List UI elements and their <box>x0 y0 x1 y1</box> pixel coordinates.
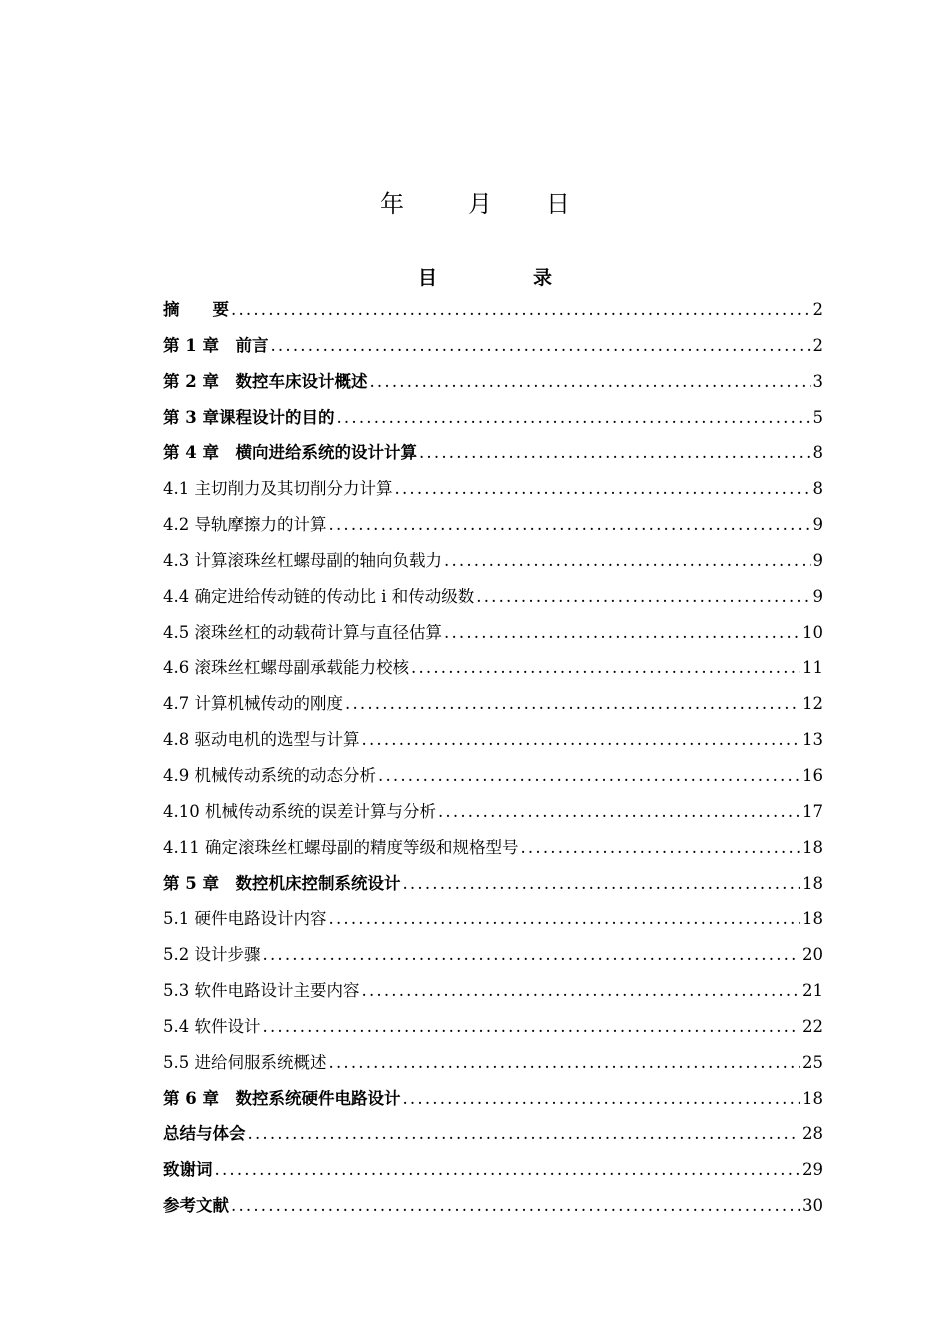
toc-entry-page: 21 <box>802 981 823 1001</box>
toc-entry-text: 5.3 软件电路设计主要内容 <box>163 981 360 1001</box>
toc-entry[interactable] <box>163 830 823 866</box>
toc-entry[interactable] <box>163 794 823 830</box>
table-of-contents <box>163 292 823 1224</box>
toc-entry-page: 3 <box>812 371 823 391</box>
toc-entry[interactable] <box>163 901 823 937</box>
toc-entry-page: 2 <box>812 300 823 319</box>
toc-leader-dots <box>520 830 800 866</box>
toc-entry-text: 参考文献 <box>163 1196 229 1216</box>
toc-entry-page: 29 <box>802 1160 823 1180</box>
toc-leader-dots <box>231 1188 800 1224</box>
toc-leader-dots <box>336 400 810 436</box>
toc-entry[interactable] <box>163 973 823 1009</box>
toc-entry[interactable] <box>163 615 823 651</box>
toc-entry[interactable] <box>163 650 823 686</box>
toc-entry-text: 第 3 章课程设计的目的 <box>163 407 335 427</box>
toc-entry[interactable] <box>163 471 823 507</box>
toc-leader-dots <box>362 722 801 758</box>
toc-entry-page: 30 <box>802 1196 823 1216</box>
toc-entry[interactable] <box>163 1116 823 1152</box>
toc-entry-page: 13 <box>802 730 823 750</box>
toc-leader-dots <box>444 615 800 651</box>
toc-leader-dots <box>419 435 811 471</box>
toc-entry-page: 5 <box>812 407 823 427</box>
toc-entry-page: 28 <box>802 1124 823 1144</box>
toc-entry-text: 4.10 机械传动系统的误差计算与分析 <box>163 801 436 821</box>
toc-entry[interactable] <box>163 937 823 973</box>
toc-entry[interactable] <box>163 292 823 328</box>
date-line <box>0 184 950 218</box>
toc-entry[interactable] <box>163 1081 823 1117</box>
toc-entry-page: 11 <box>802 658 823 678</box>
toc-leader-dots <box>395 471 811 507</box>
date-day: 日 <box>546 190 570 218</box>
toc-entry[interactable] <box>163 400 823 436</box>
toc-leader-dots <box>263 937 801 973</box>
toc-entry-text: 4.6 滚珠丝杠螺母副承载能力校核 <box>163 658 409 678</box>
toc-entry-page: 8 <box>812 479 823 499</box>
toc-entry-page: 16 <box>802 765 823 785</box>
toc-entry-text: 4.1 主切削力及其切削分力计算 <box>163 479 393 499</box>
toc-entry-page: 8 <box>812 443 823 463</box>
toc-leader-dots <box>378 758 800 794</box>
toc-entry[interactable] <box>163 364 823 400</box>
toc-entry-page: 9 <box>812 586 823 606</box>
toc-leader-dots <box>402 1081 800 1117</box>
toc-leader-dots <box>231 292 811 328</box>
toc-entry-page: 9 <box>812 515 823 535</box>
toc-entry-page: 10 <box>802 622 823 642</box>
toc-entry-page: 18 <box>802 873 823 893</box>
toc-entry[interactable] <box>163 579 823 615</box>
toc-entry[interactable] <box>163 866 823 902</box>
toc-title-left: 目 <box>418 267 438 289</box>
toc-entry-text: 总结与体会 <box>163 1124 246 1144</box>
toc-leader-dots <box>329 507 811 543</box>
toc-title-right: 录 <box>533 267 553 289</box>
toc-entry[interactable] <box>163 1045 823 1081</box>
toc-entry-page: 18 <box>802 909 823 929</box>
toc-entry-text: 5.4 软件设计 <box>163 1016 261 1036</box>
toc-leader-dots <box>476 579 810 615</box>
toc-entry-text: 第 5 章 数控机床控制系统设计 <box>163 873 401 893</box>
toc-leader-dots <box>215 1152 801 1188</box>
toc-entry-text: 4.11 确定滚珠丝杠螺母副的精度等级和规格型号 <box>163 837 519 857</box>
toc-leader-dots <box>402 866 800 902</box>
toc-entry-text: 第 4 章 横向进给系统的设计计算 <box>163 443 417 463</box>
toc-leader-dots <box>329 901 801 937</box>
toc-entry-text: 4.9 机械传动系统的动态分析 <box>163 765 376 785</box>
toc-entry-text: 5.1 硬件电路设计内容 <box>163 909 327 929</box>
toc-entry[interactable] <box>163 1152 823 1188</box>
toc-entry-text: 4.5 滚珠丝杠的动载荷计算与直径估算 <box>163 622 442 642</box>
toc-entry-text: 4.8 驱动电机的选型与计算 <box>163 730 360 750</box>
toc-entry-text: 摘 要 <box>163 300 229 319</box>
toc-leader-dots <box>345 686 800 722</box>
toc-entry[interactable] <box>163 435 823 471</box>
toc-leader-dots <box>411 650 800 686</box>
date-month: 月 <box>468 190 492 218</box>
toc-leader-dots <box>369 364 810 400</box>
toc-entry[interactable] <box>163 507 823 543</box>
toc-entry-page: 18 <box>802 837 823 857</box>
toc-leader-dots <box>362 973 801 1009</box>
toc-entry[interactable] <box>163 1188 823 1224</box>
toc-leader-dots <box>270 328 810 364</box>
toc-entry-page: 17 <box>802 801 823 821</box>
toc-entry-page: 9 <box>812 550 823 570</box>
toc-entry-text: 5.5 进给伺服系统概述 <box>163 1052 327 1072</box>
toc-leader-dots <box>263 1009 801 1045</box>
toc-entry-text: 4.4 确定进给传动链的传动比 i 和传动级数 <box>163 586 475 606</box>
toc-entry-page: 12 <box>802 694 823 714</box>
toc-leader-dots <box>444 543 811 579</box>
toc-entry-page: 2 <box>812 335 823 355</box>
toc-entry[interactable] <box>163 758 823 794</box>
toc-entry-text: 5.2 设计步骤 <box>163 945 261 965</box>
toc-leader-dots <box>329 1045 801 1081</box>
toc-entry[interactable] <box>163 722 823 758</box>
toc-entry[interactable] <box>163 1009 823 1045</box>
toc-entry[interactable] <box>163 686 823 722</box>
toc-entry-text: 第 1 章 前言 <box>163 335 269 355</box>
toc-title <box>0 263 950 287</box>
toc-entry-text: 4.7 计算机械传动的刚度 <box>163 694 343 714</box>
toc-entry-page: 25 <box>802 1052 823 1072</box>
toc-entry-text: 致谢词 <box>163 1160 213 1180</box>
date-year: 年 <box>380 190 404 218</box>
toc-entry-page: 20 <box>802 945 823 965</box>
toc-entry-text: 4.3 计算滚珠丝杠螺母副的轴向负载力 <box>163 550 442 570</box>
toc-entry[interactable] <box>163 543 823 579</box>
toc-entry-page: 22 <box>802 1016 823 1036</box>
toc-entry[interactable] <box>163 328 823 364</box>
toc-entry-page: 18 <box>802 1088 823 1108</box>
toc-entry-text: 4.2 导轨摩擦力的计算 <box>163 515 327 535</box>
toc-entry-text: 第 2 章 数控车床设计概述 <box>163 371 368 391</box>
toc-leader-dots <box>248 1116 801 1152</box>
toc-entry-text: 第 6 章 数控系统硬件电路设计 <box>163 1088 401 1108</box>
toc-leader-dots <box>438 794 800 830</box>
